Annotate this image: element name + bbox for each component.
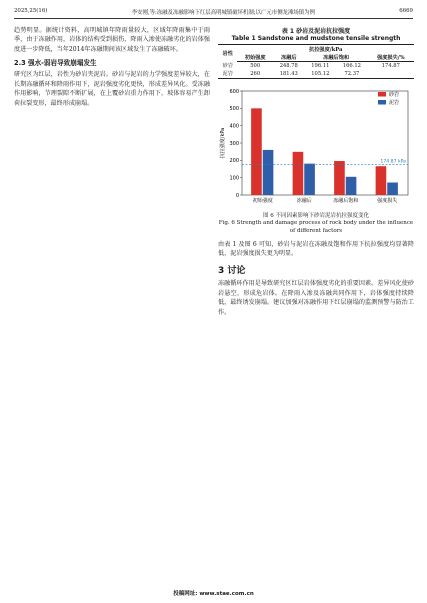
table-caption-en: Table 1 Sandstone and mudstone tensile strength	[231, 35, 401, 42]
legend-swatch	[378, 100, 386, 105]
x-tick-label: 强度损失	[377, 197, 398, 204]
figure-caption	[218, 213, 414, 236]
y-tick-label: 0	[235, 192, 239, 199]
bar	[346, 176, 357, 194]
y-tick-label: 500	[229, 105, 239, 112]
table-header: 冻融后饱和	[305, 53, 368, 62]
bar	[334, 161, 345, 195]
running-header	[14, 8, 413, 19]
right-column	[218, 26, 414, 317]
table-cell	[368, 70, 414, 79]
paragraph: 冻融循环作用是导致研究区红层岩体强度劣化的重要因素。差异风化使砂岩悬空，形成危岩体。在降雨入渗及冻融共同作用下，岩体强度持续降低，最终诱发崩塌。建议加强对冻融作用下红层崩塌的监测预警与防治工作。	[218, 280, 414, 316]
strength-table	[218, 44, 414, 79]
y-tick-label: 100	[229, 174, 239, 181]
y-axis-label: 抗拉强度/kPa	[220, 127, 226, 158]
paragraph: 研究区为红层，岩性为砂岩夹泥岩。砂岩与泥岩的力学强度差异较大，在长期冻融循环和降雨作用下，泥岩强度劣化更快，形成差异风化。受冻融作用影响，节理裂隙不断扩展，在上覆砂岩重力作用下，坡体容易产生卸荷拉裂变形，最终形成崩塌。	[14, 71, 210, 107]
table-row	[218, 70, 414, 79]
table-cell: 500	[250, 62, 261, 69]
x-tick-label: 冻融后饱和	[333, 197, 359, 204]
table-cell: 248.78	[279, 62, 298, 69]
y-tick-label: 200	[229, 157, 239, 164]
legend-label: 泥岩	[389, 99, 400, 106]
bar	[304, 163, 315, 194]
chart-canvas	[218, 83, 414, 213]
legend-label: 砂岩	[389, 91, 400, 98]
y-tick-label: 300	[229, 140, 239, 147]
header-volume: 2025,25(16)	[14, 8, 48, 14]
figure-caption-cn: 图 6 不同因素影响下砂岩泥岩抗拉强度变化	[263, 212, 369, 219]
table-header: 强度损失/%	[368, 53, 414, 62]
paragraph: 趋势明显。据统计资料，高明城镇年降雨量较大，区域年降雨集中于雨季，由于冻融作用，岩体的结构受到损伤，降雨入渗使冻融劣化的岩体强度进一步降低，当年2014年冻融期间该区域发生了冻融破坏。	[14, 27, 210, 53]
table-cell: 181.43	[273, 70, 305, 79]
table-cell: 196.11	[311, 62, 330, 69]
threshold-label: 174.87 kPa	[380, 159, 406, 165]
table-header: 初始强度	[237, 53, 273, 62]
table-cell: 166.12	[342, 62, 361, 69]
table-header: 岩性	[218, 45, 237, 62]
figure-caption-en: Fig. 6 Strength and damage process of rock body under the influence of different factors	[218, 220, 414, 234]
bar	[263, 149, 274, 194]
table-caption-cn: 表 1 砂岩及泥岩抗拉强度	[281, 28, 351, 35]
bar	[376, 166, 387, 195]
strength-chart	[218, 83, 414, 213]
paragraph: 由表 1 及图 6 可知，砂岩与泥岩在冻融及饱和作用下抗拉强度均显著降低，泥岩强度损失更为明显。	[218, 240, 414, 257]
header-title: 李安刚,等:冻融及冻融影响下红层高明城镇破坏机制;以广元市侧龙滩场镇为例	[131, 10, 315, 16]
legend-swatch	[378, 92, 386, 97]
x-tick-label: 初始强度	[252, 197, 273, 204]
table-header: 冻融后	[273, 53, 305, 62]
header-page-number: 6669	[399, 8, 413, 14]
page-footer: 投稿网址: www.stae.com.cn	[173, 591, 254, 597]
table-cell: 72.37	[336, 70, 368, 79]
table-cell: 砂岩	[222, 63, 233, 69]
section-heading: 3 讨论	[218, 266, 246, 277]
bar	[251, 108, 262, 195]
y-tick-label: 400	[229, 122, 239, 129]
table-cell: 260	[237, 70, 273, 79]
table-group-header: 抗拉强度/kPa	[237, 45, 414, 54]
bar	[293, 151, 304, 194]
section-heading: 2.3 强水-弱岩导致崩塌发生	[14, 59, 97, 68]
x-tick-label: 冻融后	[296, 197, 312, 204]
table-cell: 105.12	[305, 70, 337, 79]
table-row	[218, 62, 414, 70]
bar	[387, 182, 398, 194]
left-column	[14, 26, 210, 108]
table-cell: 泥岩	[218, 70, 237, 79]
y-tick-label: 600	[229, 88, 239, 95]
table-cell: 174.87	[381, 62, 400, 69]
